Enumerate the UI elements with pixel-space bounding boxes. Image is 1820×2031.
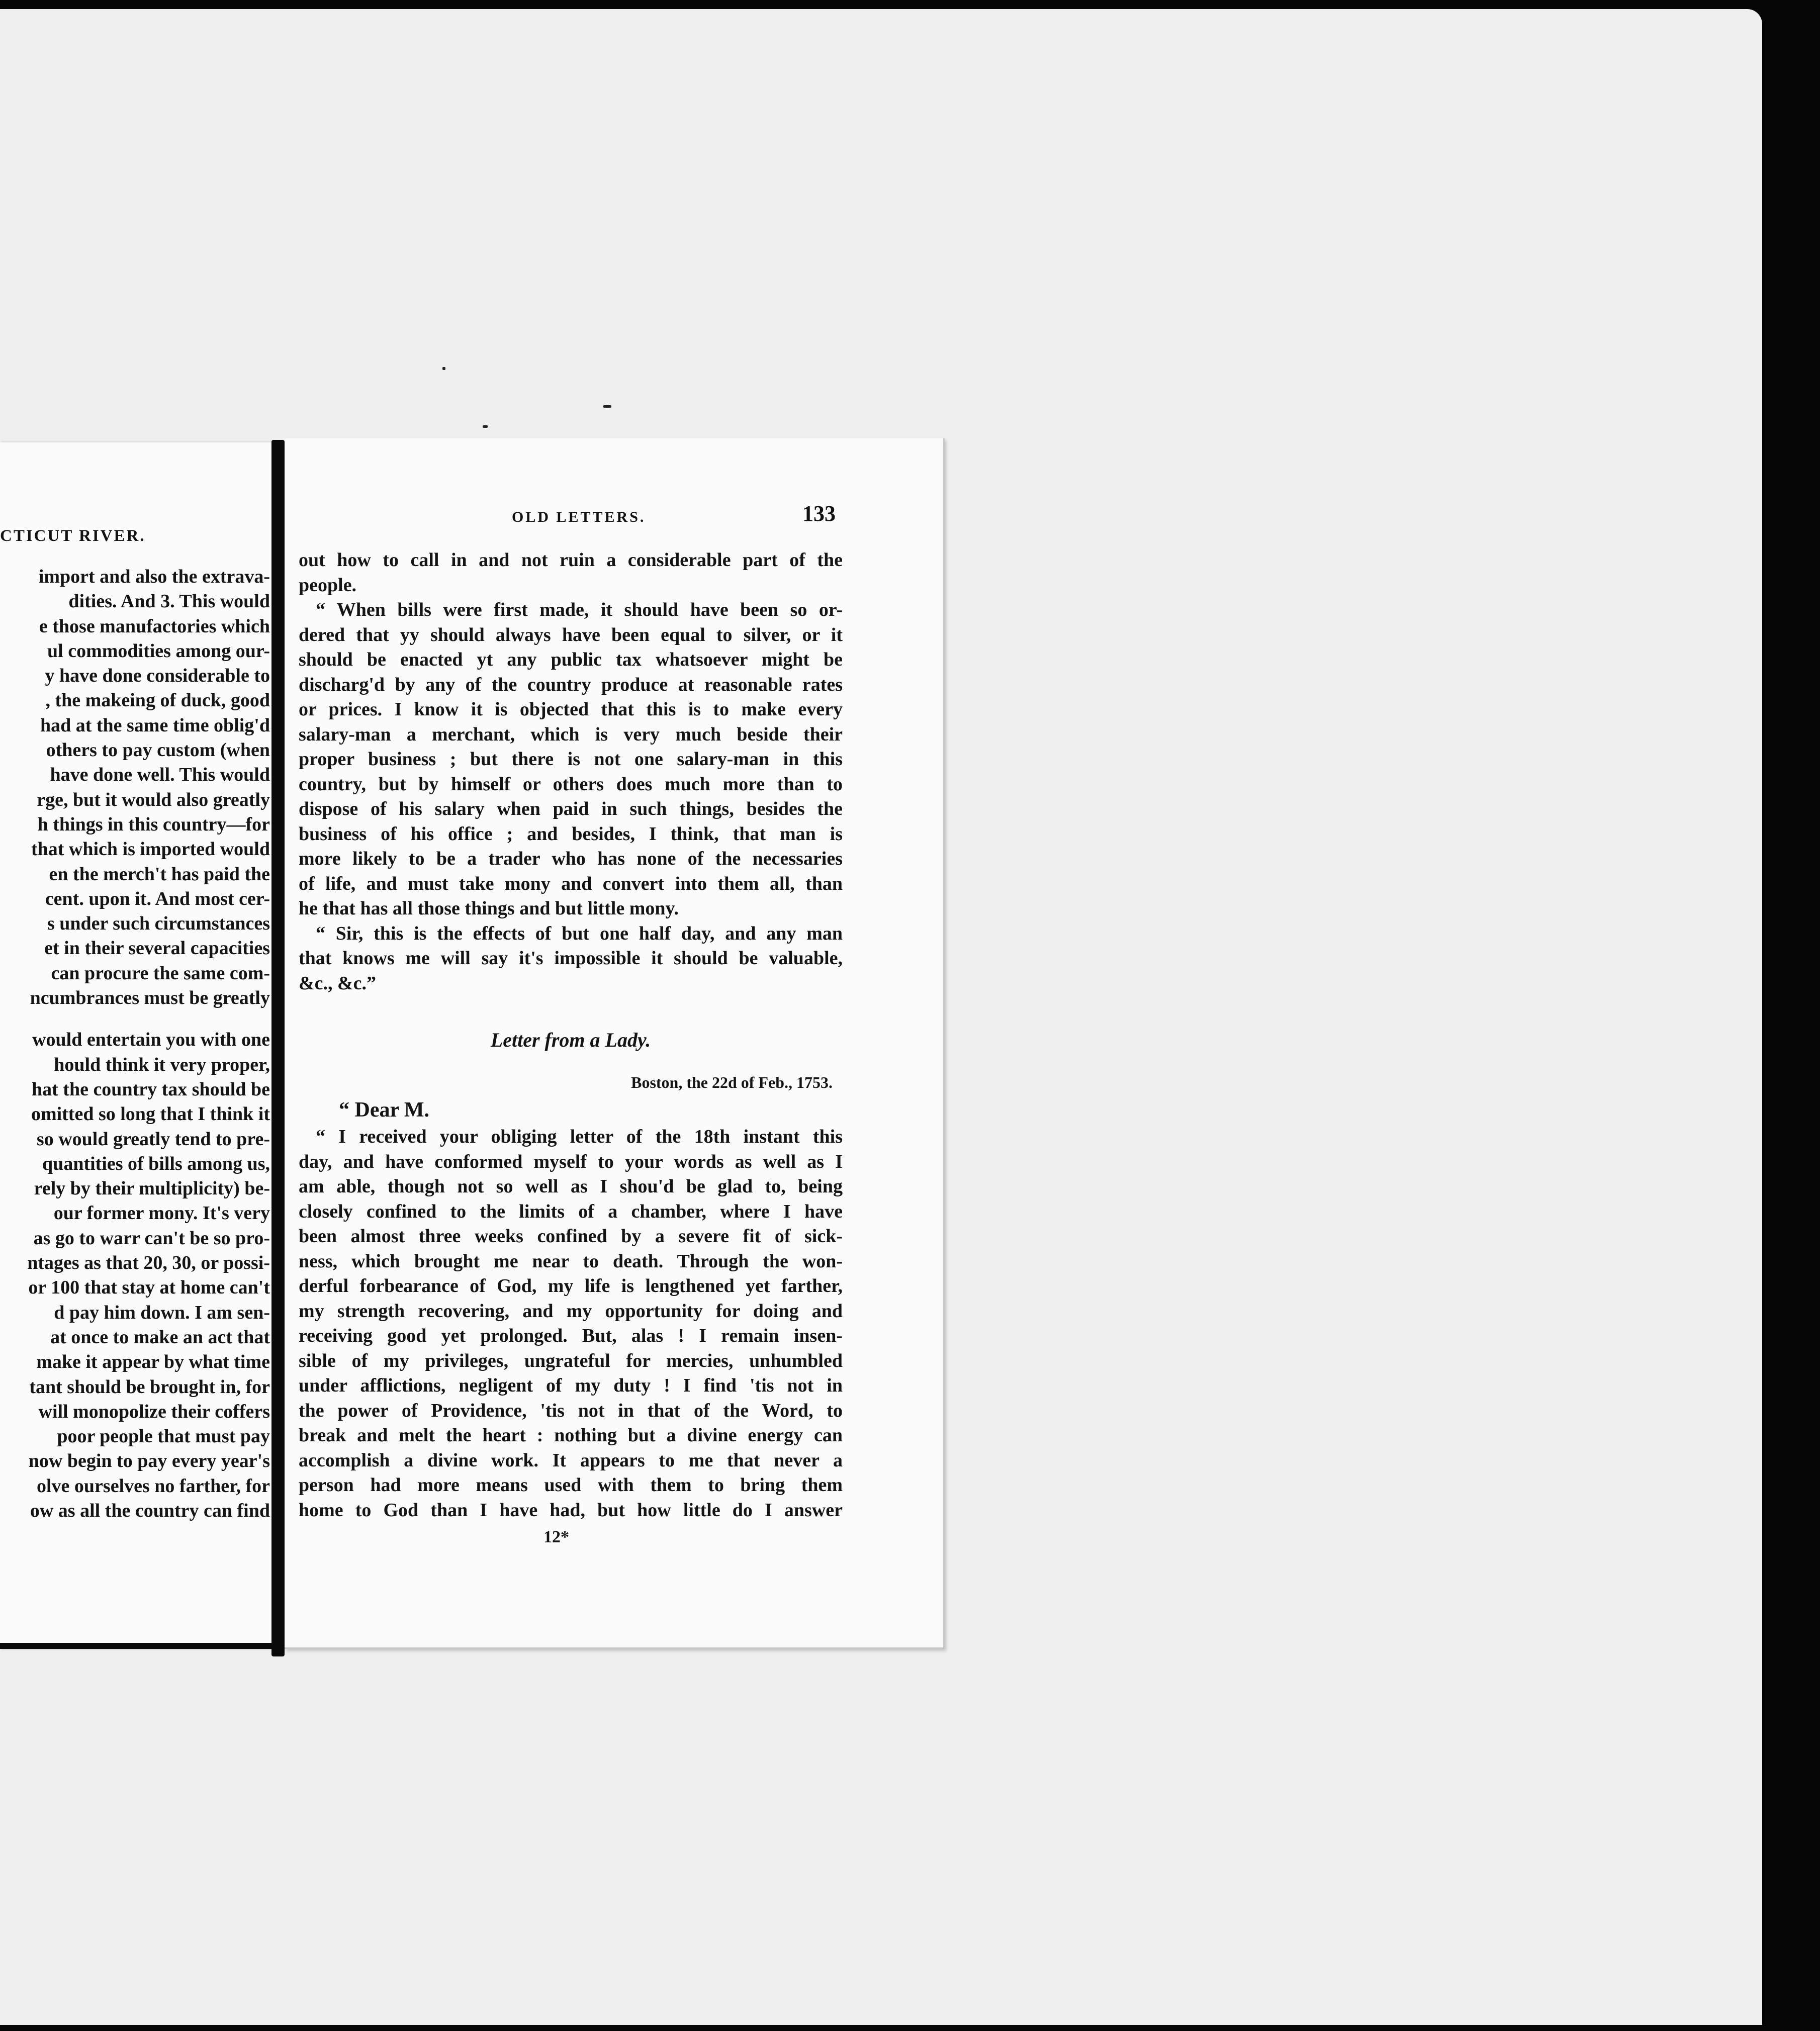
text-line: break and melt the heart : nothing but a divine energy can (299, 1425, 843, 1446)
text-line: people. (299, 574, 357, 596)
text-line: “ Sir, this is the effects of but one half day, and any man (316, 922, 843, 944)
paragraph-closing (299, 921, 843, 996)
text-line: others to pay custom (when (46, 740, 270, 761)
text-line: poor people that must pay (57, 1426, 270, 1447)
dust-speck (442, 367, 445, 370)
text-line: closely confined to the limits of a chamber, where I have (299, 1201, 843, 1222)
text-line: e those manufactories which (39, 615, 270, 637)
text-line: dispose of his salary when paid in such things, besides the (299, 798, 843, 819)
text-line: rely by their multiplicity) be- (34, 1178, 270, 1199)
text-line: s under such circumstances (47, 913, 270, 935)
text-line: hat the country tax should be (32, 1078, 270, 1100)
text-line: or 100 that stay at home can't (28, 1277, 270, 1299)
dust-speck (483, 425, 488, 428)
text-line: have done well. This would (50, 764, 270, 786)
text-line: country, but by himself or others does much more than to (299, 773, 843, 795)
text-line: am able, though not so well as I shou'd be glad to, being (299, 1176, 843, 1197)
text-line: person had more means used with them to bring them (299, 1474, 843, 1496)
letter-body (299, 1125, 843, 1523)
left-page-text (0, 565, 270, 1523)
text-line: make it appear by what time (36, 1351, 270, 1373)
letter-salutation: “ Dear M. (339, 1098, 429, 1122)
page-number: 133 (802, 501, 836, 526)
text-line: the power of Providence, 'tis not in that of the Word, to (299, 1400, 843, 1421)
book-gutter (271, 440, 285, 1656)
film-edge-mark (1508, 0, 1820, 5)
text-line: “ When bills were first made, it should have been so or- (316, 599, 843, 620)
text-line: our former mony. It's very (53, 1203, 270, 1224)
text-line: had at the same time oblig'd (40, 714, 270, 736)
text-line: , the makeing of duck, good (45, 690, 270, 711)
text-line: should be enacted yt any public tax whatsoever might be (299, 649, 843, 670)
text-line: tant should be brought in, for (29, 1376, 270, 1398)
text-line: receiving good yet prolonged. But, alas ! I remain insen- (299, 1325, 843, 1346)
text-line: quantities of bills among us, (42, 1153, 270, 1174)
text-line: ow as all the country can find (30, 1500, 270, 1521)
text-line: y have done considerable to (45, 665, 270, 687)
text-line: or prices. I know it is objected that this is to make every (299, 699, 843, 720)
text-line: proper business ; but there is not one salary-man in this (299, 749, 843, 770)
text-line: import and also the extrava- (38, 566, 270, 587)
text-line: business of his office ; and besides, I think, that man is (299, 823, 843, 845)
text-line: ness, which brought me near to death. Through the won- (299, 1250, 843, 1272)
text-line: “ I received your obliging letter of the 18th instant this (316, 1126, 843, 1147)
text-line: out how to call in and not ruin a considerable part of the (299, 549, 843, 571)
right-page (285, 438, 945, 1649)
text-line: can procure the same com- (51, 962, 270, 984)
text-line: he that has all those things and but little mony. (299, 898, 679, 919)
text-line: &c., &c.” (299, 972, 377, 994)
text-line: more likely to be a trader who has none of the necessaries (299, 848, 843, 869)
text-line: ntages as that 20, 30, or possi- (27, 1252, 270, 1274)
text-line: now begin to pay every year's (28, 1450, 270, 1472)
film-edge-mark (1802, 211, 1812, 271)
film-edge-mark (1805, 1302, 1816, 1330)
right-page-text (299, 548, 843, 1549)
text-line: home to God than I have had, but how little do I answer (299, 1499, 843, 1521)
left-running-head: CTICUT RIVER. (0, 527, 146, 545)
text-line: would entertain you with one (32, 1029, 270, 1051)
text-line: been almost three weeks confined by a severe fit of sick- (299, 1226, 843, 1247)
left-page (0, 442, 279, 1649)
text-line: salary-man a merchant, which is very much beside their (299, 723, 843, 745)
text-line: h things in this country—for (37, 813, 270, 835)
text-line: omitted so long that I think it (31, 1103, 270, 1125)
text-line: derful forbearance of God, my life is lengthened yet farther, (299, 1275, 843, 1297)
text-line: en the merch't has paid the (49, 863, 270, 885)
text-line: discharg'd by any of the country produce at reasonable rates (299, 674, 843, 695)
text-line: will monopolize their coffers (38, 1401, 270, 1422)
text-line: accomplish a divine work. It appears to me that never a (299, 1449, 843, 1471)
paragraph-bills (299, 598, 843, 921)
text-line: as go to warr can't be so pro- (33, 1227, 270, 1249)
text-line: d pay him down. I am sen- (54, 1302, 270, 1323)
text-line: that which is imported would (31, 839, 270, 860)
text-line: rge, but it would also greatly (37, 789, 270, 810)
text-line: ul commodities among our- (47, 640, 270, 662)
running-head: OLD LETTERS. (512, 509, 646, 525)
text-line: so would greatly tend to pre- (36, 1128, 270, 1150)
text-line: my strength recovering, and my opportunity for doing and (299, 1300, 843, 1322)
paragraph-continued (299, 548, 843, 598)
text-line: et in their several capacities (44, 938, 270, 959)
text-line: of life, and must take mony and convert into them all, than (299, 873, 843, 894)
text-line: olve ourselves no farther, for (37, 1475, 270, 1497)
text-line: dities. And 3. This would (68, 591, 270, 612)
text-line: sible of my privileges, ungrateful for mercies, unhumbled (299, 1350, 843, 1371)
letter-dateline: Boston, the 22d of Feb., 1753. (631, 1073, 833, 1091)
text-line: dered that yy should always have been equal to silver, or it (299, 624, 843, 645)
text-line: ncumbrances must be greatly (30, 987, 270, 1009)
signature-mark: 12* (543, 1528, 569, 1546)
text-line: that knows me will say it's impossible it should be valuable, (299, 948, 843, 969)
text-line: cent. upon it. And most cer- (45, 888, 270, 909)
book-gutter-foot (0, 1643, 302, 1649)
text-line: hould think it very proper, (54, 1054, 270, 1075)
dust-speck (603, 405, 611, 408)
text-line: day, and have conformed myself to your words as well as I (299, 1151, 843, 1172)
text-line: under afflictions, negligent of my duty ! I find 'tis not in (299, 1375, 843, 1396)
section-heading: Letter from a Lady. (490, 1029, 651, 1051)
text-line: at once to make an act that (50, 1326, 270, 1348)
